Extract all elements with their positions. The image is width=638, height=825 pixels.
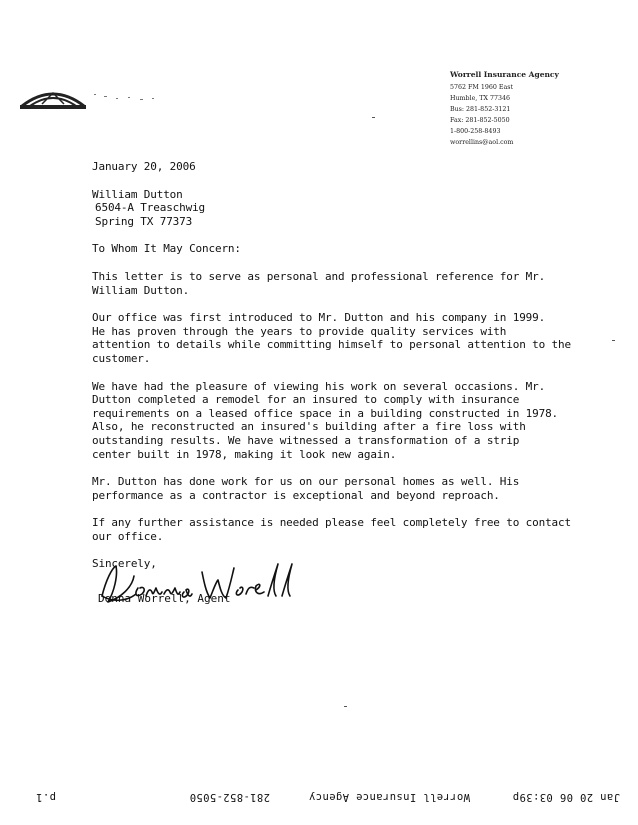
agency-address: 5762 FM 1960 East	[450, 84, 513, 91]
scan-mark	[372, 117, 375, 118]
agency-phone: Bus: 281-852-3121	[450, 106, 511, 113]
recipient-name: William Dutton	[92, 187, 183, 201]
salutation: To Whom It May Concern:	[92, 242, 241, 256]
paragraph-line: performance as a contractor is exceptional and beyond reproach.	[92, 488, 500, 502]
fax-page: p.1	[35, 791, 56, 803]
agency-letterhead	[450, 70, 559, 148]
letter-date: January 20, 2006	[92, 160, 196, 173]
paragraph-line: William Dutton.	[92, 283, 190, 297]
agency-fax: Fax: 281-852-5050	[450, 117, 510, 124]
scan-mark	[612, 340, 615, 341]
paragraph-line: customer.	[92, 351, 151, 365]
paragraph-line: requirements on a leased office space in a building constructed in 1978.	[92, 406, 559, 420]
signer-name: Donna Worrell, Agent	[98, 592, 231, 605]
paragraph-line: Also, he reconstructed an insured's building after a fire loss with	[92, 420, 526, 434]
fax-date-time: Jan 20 06 03:39p	[512, 791, 620, 803]
handwritten-signature	[92, 558, 312, 618]
agency-toll-free: 1-800-258-8493	[450, 128, 501, 135]
paragraph-line: This letter is to serve as personal and professional reference for Mr.	[92, 269, 546, 283]
closing: Sincerely,	[92, 557, 157, 571]
paragraph-line: outstanding results. We have witnessed a transformation of a strip	[92, 433, 520, 447]
fax-header	[20, 783, 620, 803]
fax-sender: Worrell Insurance Agency	[308, 791, 470, 803]
recipient-city: Spring TX 77373	[95, 214, 193, 228]
paragraph-line: center built in 1978, making it look new again.	[92, 447, 397, 461]
paragraph-line: Mr. Dutton has done work for us on our personal homes as well. His	[92, 475, 520, 489]
fax-number: 281-852-5050	[189, 791, 270, 803]
letter-body	[92, 160, 571, 571]
paragraph-line: If any further assistance is needed please feel completely free to contact	[92, 516, 571, 530]
paragraph-line: Dutton completed a remodel for an insured to comply with insurance	[92, 393, 520, 407]
paragraph-line: Our office was first introduced to Mr. Dutton and his company in 1999.	[92, 311, 546, 325]
agency-city: Humble, TX 77346	[450, 95, 511, 102]
paragraph-line: He has proven through the years to provide quality services with	[92, 324, 507, 338]
paragraph-line: attention to details while committing himself to personal attention to the	[92, 338, 571, 352]
recipient-street: 6504-A Treaschwig	[95, 201, 206, 215]
agency-name: Worrell Insurance Agency	[450, 70, 559, 79]
agency-logo-icon	[18, 84, 88, 112]
paragraph-line: our office.	[92, 529, 164, 543]
scan-noise	[92, 92, 162, 104]
paragraph-line: We have had the pleasure of viewing his work on several occasions. Mr.	[92, 379, 546, 393]
agency-email: worrellins@aol.com	[450, 139, 514, 146]
scan-mark	[344, 706, 347, 707]
